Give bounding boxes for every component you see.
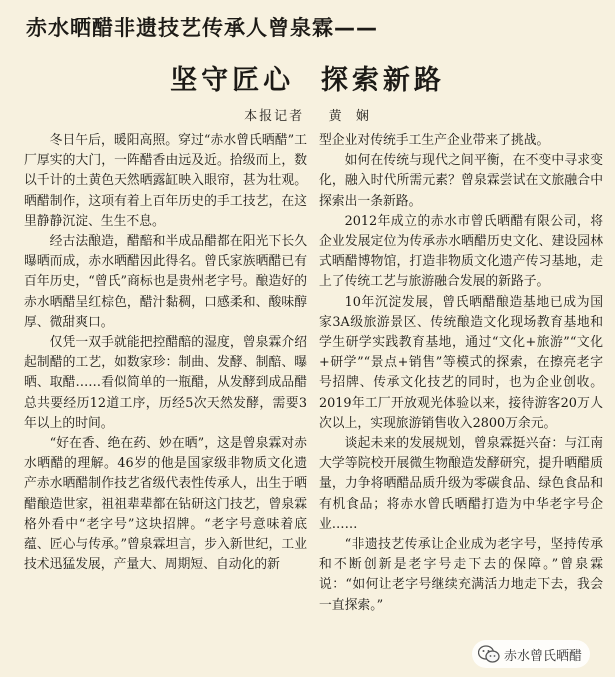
paragraph: “好在香、绝在药、妙在晒”，这是曾泉霖对赤水晒醋的理解。46岁的他是国家级非物质文化遗产赤水晒醋制作技艺省级代表性传承人，出生于晒醋酿造世家，祖祖辈辈都在钻研这门技艺，曾泉霖格外看中“老字号”这块招牌。“老字号意味着底蕴、匠心与传承。”曾泉霖坦言，步入新世纪，工业技术迅猛发展，产量大、周期短、自动化的新 bbox=[24, 436, 307, 573]
article-column-right bbox=[319, 131, 603, 661]
wechat-icon bbox=[478, 645, 500, 663]
article-column-left bbox=[24, 131, 307, 661]
watermark-text: 赤水曾氏晒醋 bbox=[504, 648, 583, 664]
paragraph: 仅凭一双手就能把控醋醅的湿度，曾泉霖介绍起制醋的工艺，如数家珍：制曲、发酵、制醅、曝晒、取醋……看似简单的一瓶醋，从发酵到成品醋总共要经历12道工序，历经5次天然发酵，需要3年以上的时间。 bbox=[24, 335, 307, 431]
paragraph: 2012年成立的赤水市曾氏晒醋有限公司，将企业发展定位为传承赤水晒醋历史文化、建设园林式晒醋博物馆，打造非物质文化遗产传习基地，走上了传统工艺与旅游融合发展的新路子。 bbox=[319, 213, 603, 290]
article-headline: 坚守匠心 探索新路 bbox=[170, 65, 445, 96]
article-kicker: 赤水晒醋非遗技艺传承人曾泉霖—— bbox=[26, 16, 378, 40]
paragraph: 如何在传统与现代之间平衡，在不变中寻求变化，融入时代所需元素？曾泉霖尝试在文旅融合中探索出一条新路。 bbox=[319, 153, 603, 209]
paragraph: 10年沉淀发展，曾氏晒醋酿造基地已成为国家3A级旅游景区、传统酿造文化现场教育基地和学生研学实践教育基地，通过“文化+旅游”“文化+研学”“景点+销售”等模式的探索，在擦亮老字号招牌、传承文化技艺的同时，也为企业创收。2019年工厂开放观光体验以来，接待游客20万人次以上，实现旅游销售收入2800万余元。 bbox=[319, 294, 603, 431]
paragraph: 经古法酿造，醋醅和半成品醋都在阳光下长久曝晒而成，赤水晒醋因此得名。曾氏家族晒醋已有百年历史，“曾氏”商标也是贵州老字号。酿造好的赤水晒醋呈红棕色，醋汁黏稠，口感柔和、酸味醇厚、微甜爽口。 bbox=[24, 234, 307, 330]
article-byline: 本报记者 黄 娴 bbox=[244, 109, 371, 124]
wechat-watermark bbox=[472, 640, 590, 668]
paragraph: 冬日午后，暖阳高照。穿过“赤水曾氏晒醋”工厂厚实的大门，一阵醋香由远及近。拾级而上，数以千计的土黄色天然晒露缸映入眼帘，甚为壮观。晒醋制作，这项有着上百年历史的手工技艺，在这里静静沉淀、生生不息。 bbox=[24, 133, 307, 229]
paragraph: 谈起未来的发展规划，曾泉霖挺兴奋：与江南大学等院校开展微生物酿造发酵研究，提升晒醋质量，力争将晒醋品质升级为零碳食品、绿色食品和有机食品；将赤水曾氏晒醋打造为中华老字号企业…… bbox=[319, 436, 603, 532]
paragraph-continuation: 型企业对传统手工生产企业带来了挑战。 bbox=[319, 133, 550, 148]
paragraph: “非遗技艺传承让企业成为老字号，坚持传承和不断创新是老字号走下去的保障。”曾泉霖说：“如何让老字号继续充满活力地走下去，我会一直探索。” bbox=[319, 537, 603, 613]
